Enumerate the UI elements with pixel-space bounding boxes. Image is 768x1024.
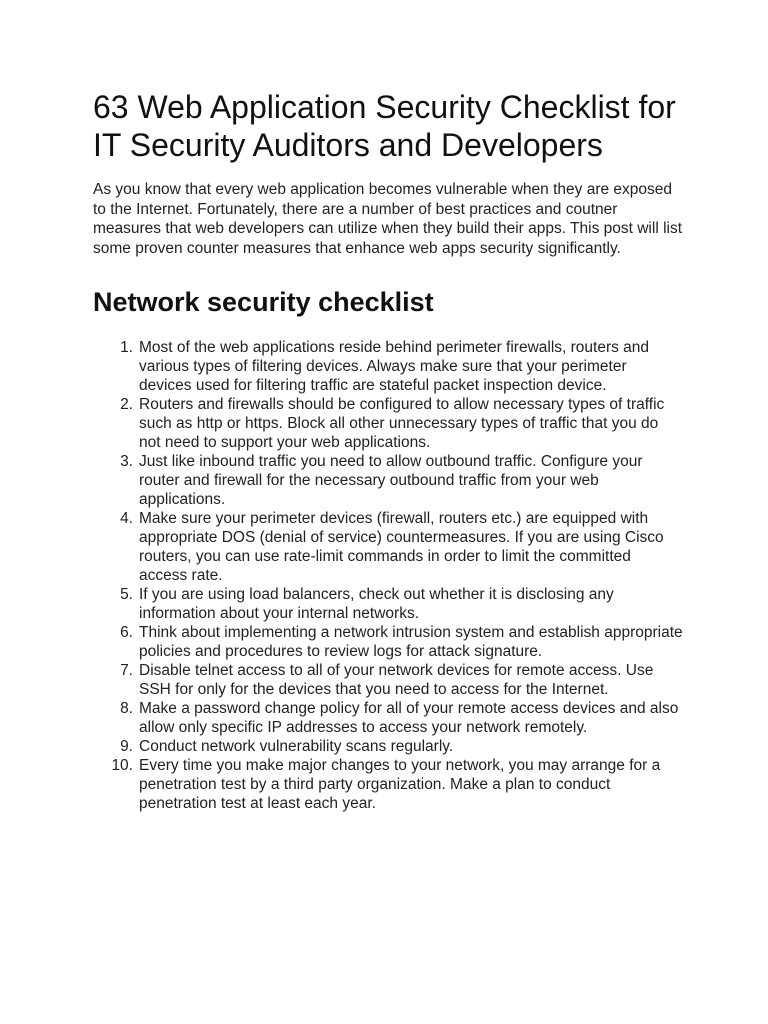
item-number: 8. — [120, 700, 133, 717]
item-text: Most of the web applications reside behind perimeter firewalls, routers and various types of filtering devices. Always make sure that your perimeter devices used for filtering traffic are stateful packet inspection device. — [139, 339, 650, 394]
checklist-item — [93, 623, 683, 661]
checklist-item — [93, 509, 683, 585]
item-number: 2. — [120, 396, 133, 413]
item-text: Make sure your perimeter devices (firewall, routers etc.) are equipped with appropriate DOS (denial of service) countermeasures. If you are using Cisco routers, you can use rate-limit commands in order to limit the committed access rate. — [139, 510, 664, 584]
checklist-item — [93, 699, 683, 737]
item-number: 6. — [120, 624, 133, 641]
item-number: 3. — [120, 453, 133, 470]
checklist-item — [93, 395, 683, 452]
checklist-item — [93, 452, 683, 509]
checklist-item — [93, 661, 683, 699]
checklist-item — [93, 756, 683, 813]
item-text: Make a password change policy for all of your remote access devices and also allow only specific IP addresses to access your network remotely. — [139, 700, 679, 736]
item-number: 1. — [120, 339, 133, 356]
section-heading: Network security checklist — [93, 287, 434, 317]
item-text: Routers and firewalls should be configured to allow necessary types of traffic such as http or https. Block all other unnecessary types of traffic that you do not need to support your web applications. — [139, 396, 665, 451]
item-text: Every time you make major changes to your network, you may arrange for a penetration test by a third party organization. Make a plan to conduct penetration test at least each year. — [139, 757, 661, 812]
network-checklist — [93, 338, 683, 813]
item-text: Disable telnet access to all of your network devices for remote access. Use SSH for only for the devices that you need to access for the Internet. — [139, 662, 654, 698]
item-text: If you are using load balancers, check out whether it is disclosing any information about your internal networks. — [139, 586, 614, 622]
intro-paragraph: As you know that every web application becomes vulnerable when they are exposed to the Internet. Fortunately, there are a number of best practices and coutner measures that web developers can utilize when they build their apps. This post will list some proven counter measures that enhance web apps security significantly. — [93, 181, 683, 257]
checklist-item — [93, 338, 683, 395]
item-text: Just like inbound traffic you need to allow outbound traffic. Configure your router and firewall for the necessary outbound traffic from your web applications. — [139, 453, 643, 508]
item-number: 5. — [120, 586, 133, 603]
document-title: 63 Web Application Security Checklist for IT Security Auditors and Developers — [93, 89, 676, 163]
document-page — [93, 88, 683, 813]
checklist-item — [93, 585, 683, 623]
item-number: 9. — [120, 738, 133, 755]
item-text: Think about implementing a network intrusion system and establish appropriate policies and procedures to review logs for attack signature. — [139, 624, 683, 660]
item-number: 10. — [111, 757, 133, 774]
item-number: 4. — [120, 510, 133, 527]
item-text: Conduct network vulnerability scans regularly. — [139, 738, 454, 755]
checklist-item — [93, 737, 683, 756]
item-number: 7. — [120, 662, 133, 679]
